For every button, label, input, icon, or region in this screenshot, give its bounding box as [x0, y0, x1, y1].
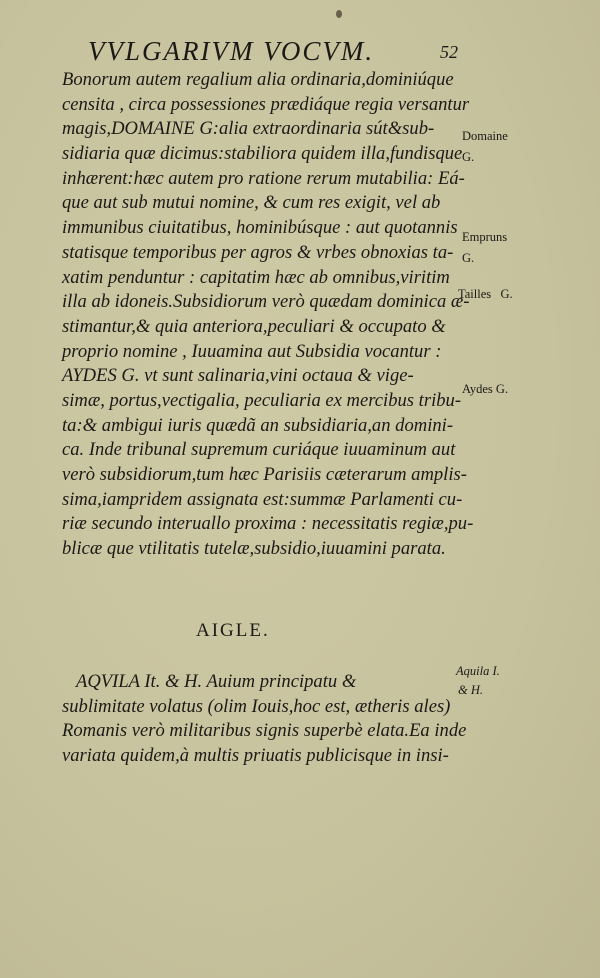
text-line: statisque temporibus per agros & vrbes obnoxias ta-	[62, 241, 454, 263]
text-line: que aut sub mutui nomine, & cum res exigit, vel ab	[62, 192, 441, 214]
text-line: ca. Inde tribunal supremum curiáque iuuaminum aut	[62, 439, 456, 461]
text-line: stimantur,& quia anteriora,peculiari & occupato &	[62, 315, 446, 337]
margin-note-domaine-g: G.	[462, 150, 475, 164]
text-line: Romanis verò militaribus signis superbè elata.Ea inde	[62, 720, 467, 742]
text-line: sidiaria quæ dicimus:stabiliora quidem illa,fundisque	[62, 143, 463, 165]
text-line: Bonorum autem regalium alia ordinaria,dominiúque	[62, 69, 454, 90]
text-line: AYDES G. vt sunt salinaria,vini octaua & vige-	[62, 365, 414, 387]
running-head: VVLGARIVM VOCVM.	[88, 36, 375, 66]
margin-note-tailles: Tailles G.	[458, 287, 513, 301]
margin-note-domaine: Domaine	[462, 129, 508, 143]
heading-text: AIGLE.	[196, 620, 270, 641]
ink-speck	[336, 10, 342, 18]
text-line: riæ secundo interuallo proxima : necessitatis regiæ,pu-	[62, 513, 474, 535]
text-line: proprio nomine , Iuuamina aut Subsidia vocantur :	[62, 340, 442, 362]
main-paragraph	[62, 68, 474, 562]
text-line: censita , circa possessiones prædiáque regia versantur	[62, 93, 470, 115]
text-line: AQVILA It. & H. Auium principatu &	[76, 671, 357, 692]
margin-note-aquila: Aquila I.	[456, 664, 500, 678]
text-line: verò subsidiorum,tum hæc Parisiis cæterarum amplis-	[62, 464, 467, 485]
text-line: blicæ que vtilitatis tutelæ,subsidio,iuuamini parata.	[62, 538, 446, 560]
margin-note-aydes: Aydes G.	[462, 382, 509, 396]
margin-note-empruns-g: G.	[462, 251, 475, 265]
text-line: ta:& ambigui iuris quædã an subsidiaria,an domini-	[62, 414, 454, 436]
text-line: sima,iampridem assignata est:summæ Parlamenti cu-	[62, 488, 463, 510]
text-line: xatim penduntur : capitatim hæc ab omnibus,viritim	[62, 266, 450, 288]
text-line: simæ, portus,vectigalia, peculiaria ex mercibus tribu-	[62, 389, 462, 411]
margin-note-empruns: Empruns	[462, 230, 508, 244]
margin-note-aquila-h: & H.	[458, 683, 483, 697]
text-line: variata quidem,à multis priuatis publicisque in insi-	[62, 745, 449, 767]
page-number: 52	[440, 42, 458, 62]
text-line: sublimitate volatus (olim Iouis,hoc est, ætheris ales)	[62, 695, 451, 717]
text-line: illa ab idoneis.Subsidiorum verò quædam dominica æ-	[62, 291, 470, 313]
text-line: inhærent:hæc autem pro ratione rerum mutabilia: Eá-	[62, 167, 465, 189]
text-line: magis,DOMAINE G:alia extraordinaria sút&sub-	[62, 118, 435, 140]
text-line: immunibus ciuitatibus, hominibúsque : aut quotannis	[62, 217, 458, 239]
aigle-paragraph	[62, 670, 467, 769]
